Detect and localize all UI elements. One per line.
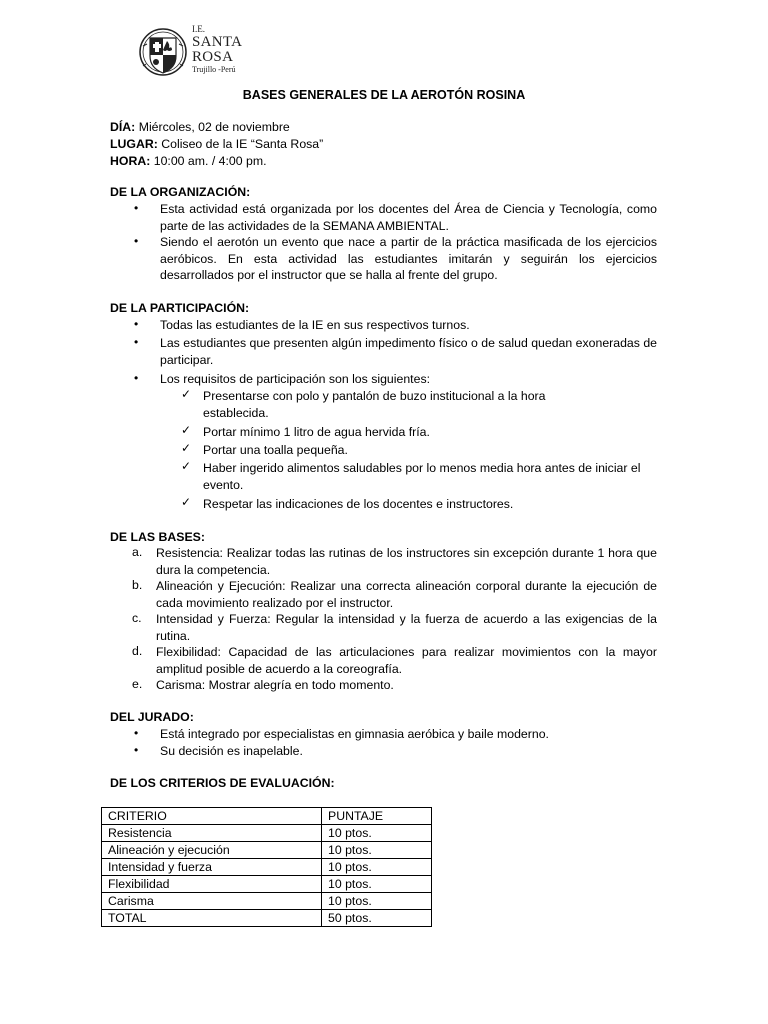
bullet-icon: • — [134, 743, 139, 757]
table-row — [102, 893, 432, 910]
logo-line-rosa: ROSA — [192, 49, 234, 65]
criterio-cell: Flexibilidad — [102, 876, 322, 893]
org-item-2: Siendo el aerotón un evento que nace a partir de la práctica masificada de los ejercicios aeróbicos. En esta actividad las estudiantes imitarán y seguirán los ejercicios desarrollados por el instructor que se halla al frente del grupo. — [160, 235, 657, 282]
table-header-row — [102, 808, 432, 825]
jury-item-2: Su decisión es inapelable. — [160, 744, 303, 758]
logo-line-city: Trujillo -Perú — [192, 65, 236, 74]
bases-item-flexibilidad: Flexibilidad: Capacidad de las articulaciones para realizar movimientos con la mayor amplitud posible de acuerdo a la coreografía. — [156, 645, 657, 676]
info-lugar-value: Coliseo de la IE “Santa Rosa” — [157, 137, 324, 151]
requirement-item-1: Presentarse con polo y pantalón de buzo institucional a la hora establecida. — [203, 389, 546, 420]
column-header-criterio: CRITERIO — [102, 808, 322, 825]
table-row — [102, 876, 432, 893]
column-header-puntaje: PUNTAJE — [322, 808, 432, 825]
table-total-row — [102, 910, 432, 927]
bullet-icon: • — [134, 726, 139, 740]
section-heading-criterios: DE LOS CRITERIOS DE EVALUACIÓN: — [110, 776, 335, 790]
criterio-cell: Resistencia — [102, 825, 322, 842]
puntaje-cell: 10 ptos. — [322, 859, 432, 876]
table-row — [102, 859, 432, 876]
criteria-table — [101, 807, 432, 927]
info-hora-label: HORA: — [110, 154, 151, 168]
bullet-icon: • — [134, 371, 139, 385]
bullet-icon: • — [134, 335, 139, 349]
enum-marker: c. — [132, 611, 142, 625]
school-crest-icon — [139, 24, 187, 80]
bullet-icon: • — [134, 201, 139, 215]
school-name — [192, 25, 242, 74]
logo-line-ie: I.E. — [192, 24, 205, 34]
checkmark-icon: ✓ — [181, 441, 192, 455]
criterio-cell: Alineación y ejecución — [102, 842, 322, 859]
part-item-3: Los requisitos de participación son los siguientes: — [160, 372, 431, 386]
jury-item-1: Está integrado por especialistas en gimnasia aeróbica y baile moderno. — [160, 727, 549, 741]
puntaje-cell: 10 ptos. — [322, 825, 432, 842]
requirement-item-4: Haber ingerido alimentos saludables por lo menos media hora antes de iniciar el evento. — [203, 461, 641, 492]
requirement-item-5: Respetar las indicaciones de los docentes e instructores. — [203, 497, 514, 511]
section-heading-organizacion: DE LA ORGANIZACIÓN: — [110, 185, 251, 199]
criterio-cell: TOTAL — [102, 910, 322, 927]
bullet-icon: • — [134, 234, 139, 248]
info-hora — [110, 153, 267, 170]
section-heading-jurado: DEL JURADO: — [110, 710, 194, 724]
logo-line-santa: SANTA — [192, 34, 243, 50]
enum-marker: b. — [132, 578, 143, 592]
puntaje-cell: 50 ptos. — [322, 910, 432, 927]
section-heading-bases: DE LAS BASES: — [110, 530, 205, 544]
bases-item-intensidad: Intensidad y Fuerza: Regular la intensidad y la fuerza de acuerdo a las exigencias de la rutina. — [156, 612, 657, 643]
info-dia — [110, 119, 290, 136]
bases-item-alineacion: Alineación y Ejecución: Realizar una correcta alineación corporal durante la ejecución de cada movimiento realizado por el instructor. — [156, 579, 657, 610]
document-title: BASES GENERALES DE LA AEROTÓN ROSINA — [242, 88, 526, 102]
part-item-1: Todas las estudiantes de la IE en sus respectivos turnos. — [160, 318, 470, 332]
enum-marker: e. — [132, 677, 143, 691]
puntaje-cell: 10 ptos. — [322, 842, 432, 859]
bases-item-resistencia: Resistencia: Realizar todas las rutinas de los instructores sin excepción durante 1 hora que dura la competencia. — [156, 546, 657, 577]
bases-item-carisma: Carisma: Mostrar alegría en todo momento. — [156, 678, 394, 692]
info-dia-label: DÍA: — [110, 120, 136, 134]
info-lugar — [110, 136, 323, 153]
criterio-cell: Intensidad y fuerza — [102, 859, 322, 876]
org-item-1: Esta actividad está organizada por los docentes del Área de Ciencia y Tecnología, como parte de las actividades de la SEMANA AMBIENTAL. — [160, 202, 657, 233]
info-dia-value: Miércoles, 02 de noviembre — [135, 120, 290, 134]
checkmark-icon: ✓ — [181, 423, 192, 437]
checkmark-icon: ✓ — [181, 387, 192, 401]
school-logo — [139, 22, 269, 82]
enum-marker: d. — [132, 644, 143, 658]
info-lugar-label: LUGAR: — [110, 137, 158, 151]
part-item-2: Las estudiantes que presenten algún impedimento físico o de salud quedan exoneradas de participar. — [160, 336, 658, 367]
criterio-cell: Carisma — [102, 893, 322, 910]
bullet-icon: • — [134, 317, 139, 331]
info-hora-value: 10:00 am. / 4:00 pm. — [150, 154, 267, 168]
requirement-item-3: Portar una toalla pequeña. — [203, 443, 348, 457]
section-heading-participacion: DE LA PARTICIPACIÓN: — [110, 301, 250, 315]
checkmark-icon: ✓ — [181, 495, 192, 509]
puntaje-cell: 10 ptos. — [322, 876, 432, 893]
requirement-item-2: Portar mínimo 1 litro de agua hervida fría. — [203, 425, 430, 439]
puntaje-cell: 10 ptos. — [322, 893, 432, 910]
checkmark-icon: ✓ — [181, 459, 192, 473]
enum-marker: a. — [132, 545, 143, 559]
table-row — [102, 825, 432, 842]
table-row — [102, 842, 432, 859]
